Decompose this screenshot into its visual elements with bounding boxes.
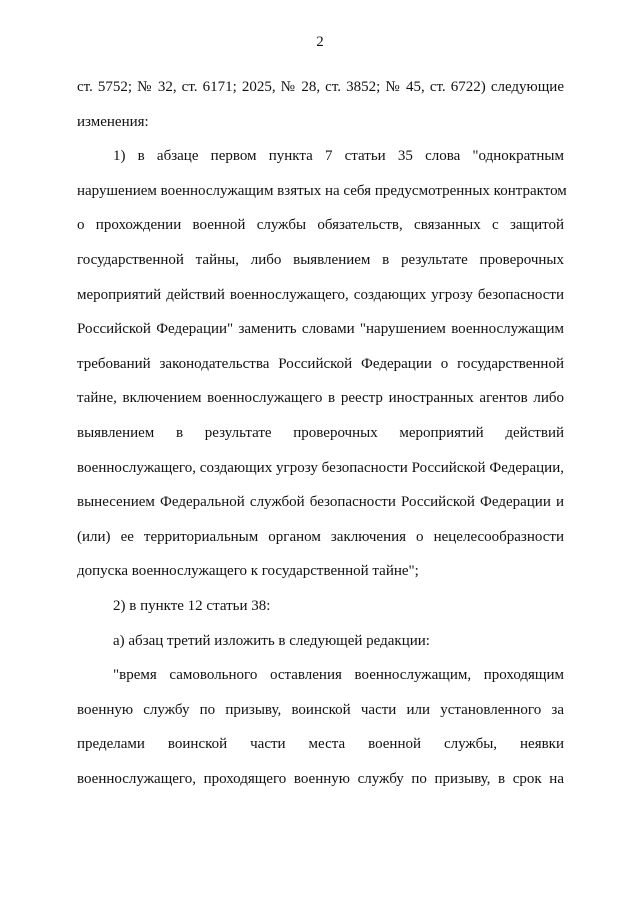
text-line: ст. 5752; № 32, ст. 6171; 2025, № 28, ст. 3852; № 45, ст. 6722) следующие [77,79,564,95]
text-line: "время самовольного оставления военнослужащим, проходящим [113,667,564,684]
page-number: 2 [316,34,324,50]
text-line: 2) в пункте 12 статьи 38: [113,597,271,614]
text-line: военную службу по призыву, воинской части или установленного за [77,701,564,718]
text-line: изменения: [77,113,149,130]
text-line: (или) ее территориальным органом заключения о нецелесообразности [77,528,564,545]
text-line: вынесением Федеральной службой безопасности Российской Федерации и [77,494,564,511]
text-line: пределами воинской части места военной службы, неявки [77,736,564,753]
text-line: выявлением в результате проверочных мероприятий действий [77,424,564,441]
text-line: о прохождении военной службы обязательств, связанных с защитой [77,217,564,234]
text-line: допуска военнослужащего к государственной тайне"; [77,563,419,580]
text-line: 1) в абзаце первом пункта 7 статьи 35 слова "однократным [113,148,564,165]
text-line: тайне, включением военнослужащего в реестр иностранных агентов либо [77,390,564,407]
text-line: требований законодательства Российской Федерации о государственной [77,355,564,372]
document-body [77,70,567,796]
text-line: военнослужащего, проходящего военную службу по призыву, в срок на [77,770,564,787]
text-line: военнослужащего, создающих угрозу безопасности Российской Федерации, [77,459,564,476]
text-line: Российской Федерации" заменить словами "нарушением военнослужащим [77,321,564,338]
text-line: государственной тайны, либо выявлением в результате проверочных [77,251,564,268]
text-line: а) абзац третий изложить в следующей редакции: [113,632,430,649]
text-line: нарушением военнослужащим взятых на себя предусмотренных контрактом [77,182,567,199]
text-line: мероприятий действий военнослужащего, создающих угрозу безопасности [77,286,564,303]
